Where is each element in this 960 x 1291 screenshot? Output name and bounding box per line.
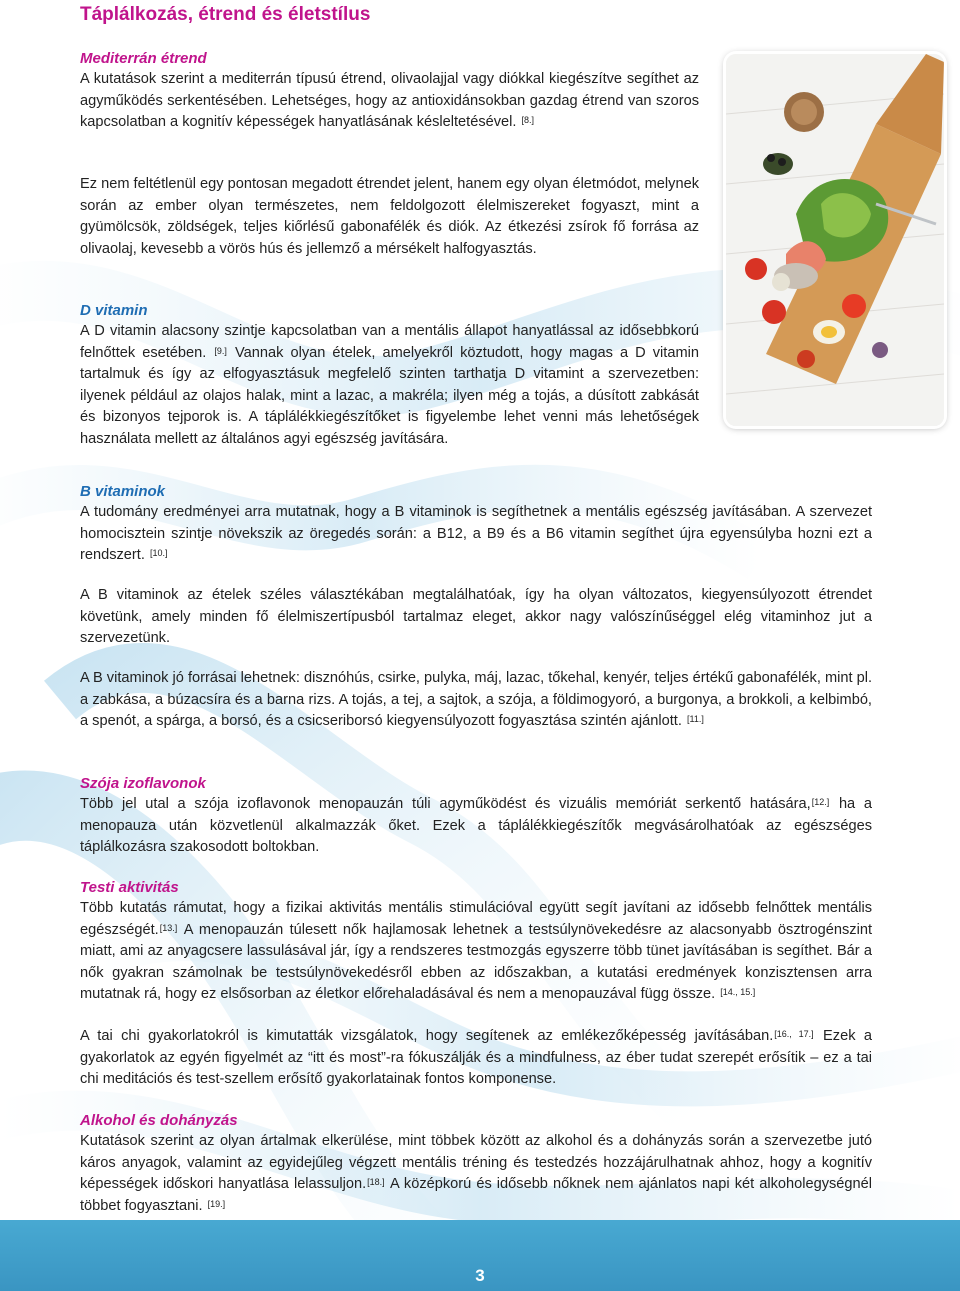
reference-14-15: [14., 15.] bbox=[720, 987, 756, 997]
d-vitamin-text-b: Vannak olyan ételek, amelyekről köztudott, hogy magas a D vitamin tartalmuk és így az elfogyasztásuk megfelelő szinten tarthatja D vitamint a szervezetben: ilyenek például az olajos halak, mint a lazac, a makréla; ilyen még a tojás, a dúsított zabkását és bizonyos tejporok is. A táplálékkiegészítőket is figyelembe lehet venni más lehetőségek használata mellett az általános agyi egészség javítására. bbox=[80, 344, 699, 447]
alcohol-paragraph bbox=[80, 1131, 872, 1217]
physical-activity-text-a: Több kutatás rámutat, hogy a fizikai aktivitás mentális stimulációval együtt segít javítani az idősebb felnőttek mentális egészségét. bbox=[80, 900, 872, 938]
b-vitamins-text-1: A tudomány eredményei arra mutatnak, hogy a B vitaminok is segíthetnek a mentális egészség javításában. A szervezet homocisztein szintje növekszik az öregedés során: a B12, a B9 és a B6 vitamin segíthet újra egyensúlyba hozni ezt a rendszert. bbox=[80, 504, 872, 563]
physical-activity-paragraph-1 bbox=[80, 898, 872, 1006]
page-title: Táplálkozás, étrend és életstílus bbox=[80, 4, 371, 25]
heading-d-vitamin: D vitamin bbox=[80, 302, 148, 319]
reference-10: [10.] bbox=[149, 548, 168, 558]
tai-chi-text-a: A tai chi gyakorlatokról is kimutatták vizsgálatok, hogy segítenek az emlékezőképesség javításában. bbox=[80, 1028, 774, 1044]
d-vitamin-text-a: A D vitamin alacsony szintje kapcsolatban van a mentális állapot hanyatlással az idősebbkorú felnőttek esetében. bbox=[80, 323, 699, 361]
reference-16-17: [16., 17.] bbox=[774, 1029, 814, 1039]
mediterranean-paragraph-1 bbox=[80, 69, 699, 134]
mediterranean-text-1: A kutatások szerint a mediterrán típusú étrend, olivaolajjal vagy diókkal kiegészítve segíthet az agyműködés serkentésében. Lehetséges, hogy az antioxidánsokban gazdag étrend van szoros kapcsolatban a kognitív képességek hanyatlásának késleltetésével. bbox=[80, 71, 699, 130]
physical-activity-paragraph-2 bbox=[80, 1026, 872, 1091]
reference-12: [12.] bbox=[811, 797, 830, 807]
food-photo bbox=[726, 54, 944, 426]
heading-physical-activity: Testi aktivitás bbox=[80, 879, 179, 896]
alcohol-text-b: A középkorú és idősebb nőknek nem ajánlatos napi két alkoholegységnél többet fogyasztani. bbox=[80, 1176, 873, 1214]
b-vitamins-paragraph-3 bbox=[80, 668, 872, 733]
reference-9: [9.] bbox=[214, 345, 227, 356]
soy-paragraph bbox=[80, 794, 872, 859]
heading-mediterranean-diet: Mediterrán étrend bbox=[80, 50, 207, 67]
b-vitamins-paragraph-1 bbox=[80, 502, 872, 567]
food-photo-illustration bbox=[726, 54, 944, 426]
b-vitamins-paragraph-2: A B vitaminok az ételek széles választékában megtalálhatóak, így ha olyan változatos, kiegyensúlyozott étrendet követünk, amely minden fő élelmiszertípusból tartalmaz eleget, akkor nagy valószínűséggel elég vitaminhoz jut a szervezetünk. bbox=[80, 587, 872, 646]
b-vitamins-text-3: A B vitaminok jó forrásai lehetnek: disznóhús, csirke, pulyka, máj, lazac, tőkehal, kenyér, teljes értékű gabonafélék, mint pl. a zabkása, a búzacsíra és a barna rizs. A tojás, a tej, a sajtok, a szója, a földimogyoró, a burgonya, a brokkoli, a kelbimbó, a spenót, a spárga, a borsó, és a csicseriborsó kiegyensúlyozott fogyasztása szintén ajánlott. bbox=[80, 670, 872, 729]
tai-chi-text-b: Ezek a gyakorlatok az egyén figyelmét az “itt és most”-ra fókuszálják és a mindfulness, az éber tudat szerepét erősítik – ez a tai chi meditációs és test-szellem erősítő gyakorlatainak fontos komponense. bbox=[80, 1028, 872, 1087]
page-number: 3 bbox=[475, 1266, 485, 1285]
physical-activity-text-b: A menopauzán túlesett nők hajlamosak lehetnek a testsúlynövekedésre az alacsonyabb ösztrogénszint miatt, ami az anyagcsere lassulásával jár, így a rendszeres testmozgás egyszerre több tünet javításában is segíthet. Bár a nők gyakran számolnak be testsúlynövekedésről ebben az időszakban, a kutatási eredmények konzisztensen arra mutatnak rá, hogy ez elsősorban az életkor előrehaladásával és nem a menopauzával függ össze. bbox=[80, 921, 873, 1002]
soy-text-b: ha a menopauza után közvetlenül alkalmazzák őket. Ezek a táplálékkiegészítők megvásárolhatóak az egészséges táplálkozásra szakosodott boltokban. bbox=[80, 796, 873, 855]
alcohol-text-a: Kutatások szerint az olyan ártalmak elkerülése, mint többek között az alkohol és a dohányzás során a szervezetbe jutó káros anyagok, valamint az egyidejűleg végzett mentális tréning és testedzés hozzájárulhatnak ahhoz, hogy a kognitív képességek időskori hanyatlása lelassuljon. bbox=[80, 1133, 872, 1192]
reference-13: [13.] bbox=[159, 922, 178, 933]
reference-18: [18.] bbox=[367, 1177, 385, 1187]
heading-soy-isoflavones: Szója izoflavonok bbox=[80, 775, 206, 792]
reference-19: [19.] bbox=[207, 1198, 226, 1209]
reference-8: [8.] bbox=[521, 115, 535, 125]
reference-11: [11.] bbox=[686, 714, 704, 724]
soy-text-a: Több jel utal a szója izoflavonok menopauzán túli agyműködést és vizuális memóriát serkentő hatására, bbox=[80, 796, 811, 812]
heading-b-vitamins: B vitaminok bbox=[80, 483, 166, 500]
heading-alcohol-smoking: Alkohol és dohányzás bbox=[80, 1112, 238, 1129]
mediterranean-paragraph-2: Ez nem feltétlenül egy pontosan megadott étrendet jelent, hanem egy olyan életmódot, melynek során az ember olyan természetes, nem feldolgozott élelmiszereket fogyaszt, mint a gyümölcsök, zöldségek, teljes kiőrlésű gabonafélék és diók. Az étkezési zsírok fő forrása az olivaolaj, kevesebb a vörös hús és jellemző a mérsékelt halfogyasztás. bbox=[80, 176, 699, 257]
d-vitamin-paragraph bbox=[80, 321, 699, 450]
